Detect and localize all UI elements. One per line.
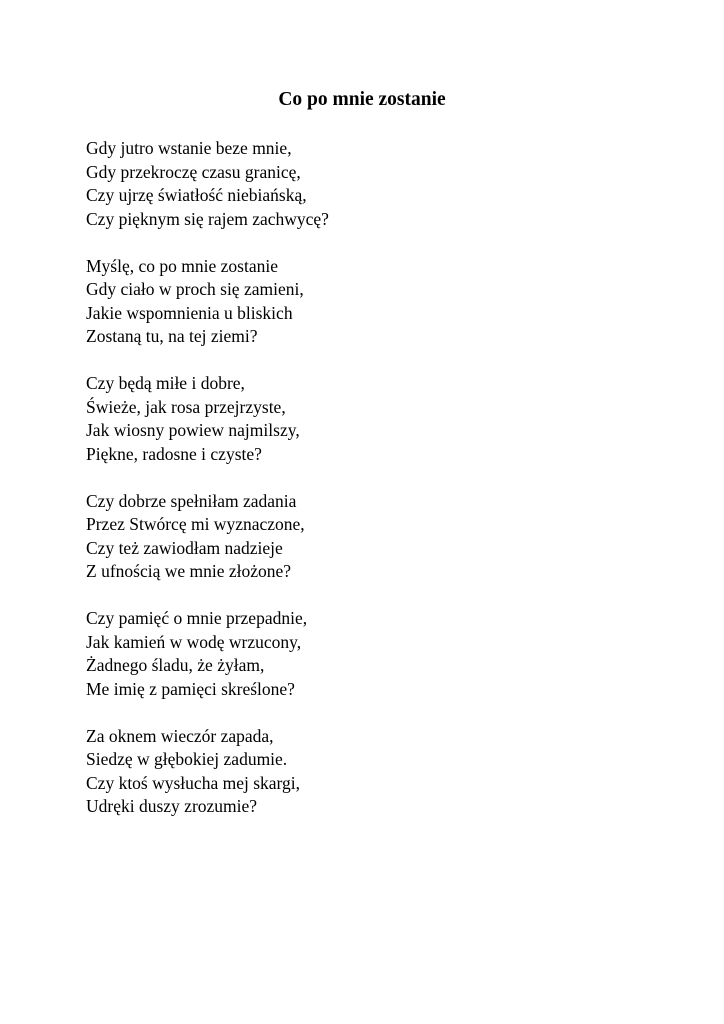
- poem-line: Czy będą miłe i dobre,: [86, 373, 245, 393]
- poem-line: Gdy przekroczę czasu granicę,: [86, 161, 301, 182]
- poem-line: Piękne, radosne i czyste?: [86, 443, 262, 464]
- poem-line: Czy ktoś wysłucha mej skargi,: [86, 772, 301, 793]
- poem-line: Czy pięknym się rajem zachwycę?: [86, 208, 329, 229]
- stanza-5: [86, 607, 646, 701]
- poem-line: Myślę, co po mnie zostanie: [86, 255, 278, 276]
- poem-line: Gdy jutro wstanie beze mnie,: [86, 138, 292, 158]
- stanza-4: [86, 490, 646, 584]
- poem-line: Jakie wspomnienia u bliskich: [86, 302, 293, 323]
- poem-line: Przez Stwórcę mi wyznaczone,: [86, 514, 305, 534]
- poem-line: Gdy ciało w proch się zamieni,: [86, 279, 304, 299]
- poem-line: Zostaną tu, na tej ziemi?: [86, 326, 258, 346]
- poem-line: Siedzę w głębokiej zadumie.: [86, 749, 288, 769]
- poem-line: Jak wiosny powiew najmilszy,: [86, 420, 300, 440]
- poem-title: Co po mnie zostanie: [278, 89, 446, 110]
- poem-line: Me imię z pamięci skreślone?: [86, 678, 295, 699]
- poem-line: Z ufnością we mnie złożone?: [86, 561, 292, 581]
- poem-line: Czy dobrze spełniłam zadania: [86, 490, 297, 511]
- poem-body: [86, 137, 646, 842]
- stanza-3: [86, 372, 646, 466]
- poem-line: Za oknem wieczór zapada,: [86, 725, 274, 746]
- stanza-1: [86, 137, 646, 231]
- stanza-6: [86, 725, 646, 819]
- poem-line: Czy też zawiodłam nadzieje: [86, 537, 283, 558]
- poem-line: Czy pamięć o mnie przepadnie,: [86, 608, 308, 628]
- stanza-2: [86, 255, 646, 349]
- poem-line: Czy ujrzę światłość niebiańską,: [86, 185, 307, 205]
- poem-line: Świeże, jak rosa przejrzyste,: [86, 396, 286, 417]
- poem-line: Jak kamień w wodę wrzucony,: [86, 631, 302, 652]
- poem-line: Żadnego śladu, że żyłam,: [86, 655, 265, 675]
- poem-line: Udręki duszy zrozumie?: [86, 796, 258, 816]
